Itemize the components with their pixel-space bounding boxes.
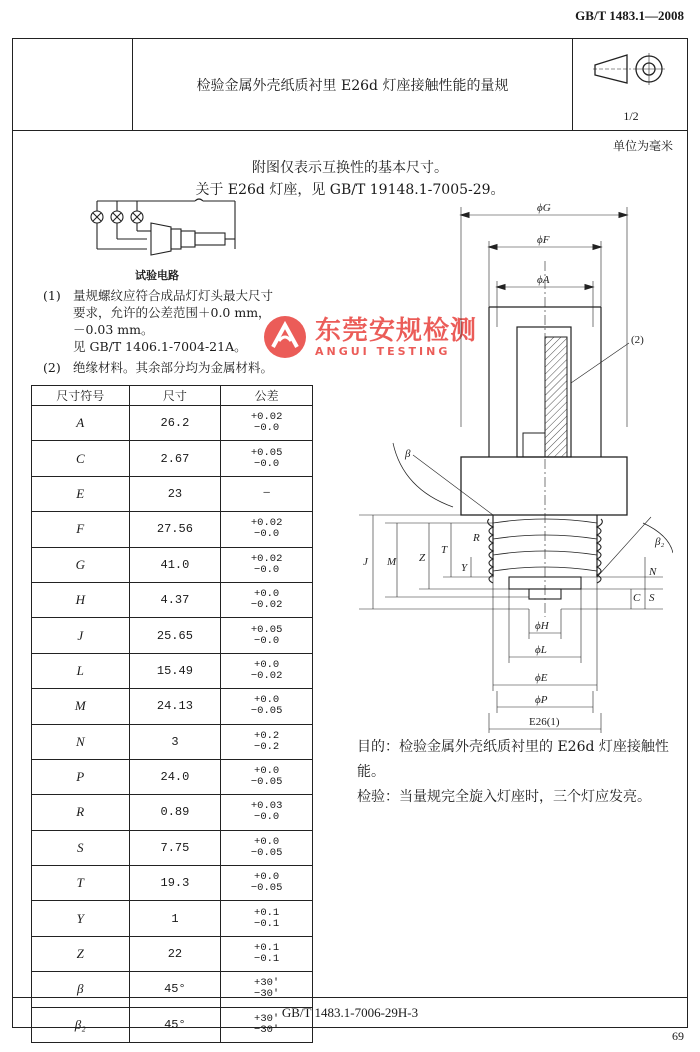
cell-symbol: F — [32, 512, 130, 547]
tolerance-upper: +0.0 — [254, 765, 280, 778]
cell-size: 27.56 — [129, 512, 221, 547]
cell-tolerance — [221, 795, 313, 830]
cell-tolerance — [221, 547, 313, 582]
cell-symbol: R — [32, 795, 130, 830]
cell-tolerance — [221, 582, 313, 617]
table-row — [32, 866, 313, 901]
cell-size: 15.49 — [129, 653, 221, 688]
cell-size: 24.13 — [129, 689, 221, 724]
label-phi-h: ϕH — [535, 620, 549, 632]
cell-symbol: G — [32, 547, 130, 582]
label-z: Z — [419, 552, 426, 564]
label-callout-2: (2) — [631, 334, 644, 346]
sheet-title: 检验金属外壳纸质衬里 E26d 灯座接触性能的量规 — [133, 39, 573, 130]
table-row — [32, 759, 313, 794]
tolerance-upper: +0.2 — [254, 729, 280, 742]
inspection-paragraph: 检验：当量规完全旋入灯座时，三个灯应发亮。 — [357, 789, 651, 805]
cell-symbol: Y — [32, 901, 130, 936]
requirement-1-line-3: －0.03 mm。 — [73, 322, 154, 337]
cell-symbol: β₂ — [32, 1007, 130, 1042]
cell-symbol: Z — [32, 936, 130, 971]
projection-cell — [573, 39, 689, 130]
label-phi-p: ϕP — [535, 694, 548, 706]
tolerance-upper: +0.02 — [250, 552, 283, 565]
tolerance-lower: −0.05 — [250, 705, 283, 718]
cell-tolerance — [221, 724, 313, 759]
cell-size: 26.2 — [129, 406, 221, 441]
cell-symbol: M — [32, 689, 130, 724]
table-row — [32, 512, 313, 547]
requirement-1-line-2: 要求，允许的公差范围＋0.0 mm， — [73, 305, 271, 320]
cell-size: 45° — [129, 1007, 221, 1042]
cell-symbol: P — [32, 759, 130, 794]
cell-size: 1 — [129, 901, 221, 936]
label-m: M — [387, 556, 397, 568]
cell-size: 0.89 — [129, 795, 221, 830]
cell-tolerance — [221, 936, 313, 971]
tolerance-lower: −0.0 — [254, 528, 280, 541]
cell-size: 3 — [129, 724, 221, 759]
label-phi-a: ϕA — [537, 274, 550, 286]
cell-tolerance — [221, 441, 313, 476]
tolerance-upper: +0.05 — [250, 623, 283, 636]
cell-size: 19.3 — [129, 866, 221, 901]
sheet-number: 1/2 — [623, 109, 639, 123]
header-symbol: 尺寸符号 — [32, 386, 130, 406]
tolerance-lower: −0.0 — [254, 422, 280, 435]
table-row — [32, 795, 313, 830]
cell-size: 45° — [129, 972, 221, 1007]
cell-symbol: E — [32, 476, 130, 511]
cell-symbol: N — [32, 724, 130, 759]
cell-size: 2.67 — [129, 441, 221, 476]
sheet-footer: GB/T 1483.1-7006-29H-3 — [13, 997, 687, 1027]
cell-symbol: β — [32, 972, 130, 1007]
label-r: R — [473, 532, 480, 544]
cell-size: 25.65 — [129, 618, 221, 653]
label-phi-g: ϕG — [537, 202, 551, 214]
label-s: S — [649, 592, 655, 604]
label-y: Y — [461, 562, 468, 574]
tolerance-upper: +0.05 — [250, 446, 283, 459]
cell-tolerance — [221, 512, 313, 547]
header-size: 尺寸 — [129, 386, 221, 406]
cell-size: 23 — [129, 476, 221, 511]
cell-tolerance — [221, 901, 313, 936]
table-row — [32, 476, 313, 511]
label-phi-e: ϕE — [535, 672, 548, 684]
cell-size: 7.75 — [129, 830, 221, 865]
unit-note: 单位为毫米 — [612, 139, 673, 153]
tolerance-upper: +0.02 — [250, 411, 283, 424]
standard-number: GB/T 1483.1—2008 — [575, 8, 684, 23]
cell-symbol: T — [32, 866, 130, 901]
table-row — [32, 441, 313, 476]
gauge-drawing — [333, 197, 673, 733]
purpose-paragraph: 目的：检验金属外壳纸质衬里的 E26d 灯座接触性能。 — [357, 739, 669, 780]
requirement-2-number: (2) — [43, 360, 61, 375]
table-row — [32, 724, 313, 759]
cell-size: 24.0 — [129, 759, 221, 794]
cell-tolerance — [221, 689, 313, 724]
watermark-logo-icon — [261, 313, 309, 361]
tolerance-lower: −0.0 — [254, 457, 280, 470]
tolerance-lower: −0.0 — [254, 563, 280, 576]
table-row — [32, 653, 313, 688]
tolerance-upper: +0.0 — [254, 658, 280, 671]
tolerance-upper: +0.1 — [254, 906, 280, 919]
page-number: 69 — [672, 1029, 684, 1043]
tolerance-upper: +0.0 — [254, 694, 280, 707]
label-phi-l: ϕL — [535, 644, 547, 656]
cell-symbol: J — [32, 618, 130, 653]
cell-symbol: A — [32, 406, 130, 441]
tolerance-upper: — — [263, 487, 270, 500]
tolerance-upper: +30′ — [254, 1012, 280, 1025]
tolerance-lower: −0.05 — [250, 882, 283, 895]
tolerance-lower: −0.1 — [254, 953, 280, 966]
tolerance-upper: +0.0 — [254, 588, 280, 601]
label-beta2: β₂ — [655, 536, 665, 548]
requirement-1 — [43, 287, 273, 355]
circuit-label: 试验电路 — [135, 269, 179, 282]
label-e26: E26(1) — [529, 716, 560, 728]
cell-tolerance — [221, 476, 313, 511]
tolerance-upper: +0.02 — [250, 517, 283, 530]
purpose-text — [357, 735, 677, 810]
tolerance-lower: −0.02 — [250, 599, 283, 612]
label-beta: β — [405, 448, 411, 460]
note-line-1: 附图仅表示互换性的基本尺寸。 — [252, 160, 448, 176]
label-c: C — [633, 592, 641, 604]
table-row — [32, 406, 313, 441]
cell-tolerance — [221, 830, 313, 865]
cell-symbol: S — [32, 830, 130, 865]
tolerance-lower: −0.02 — [250, 669, 283, 682]
requirement-2-line-1: 绝缘材料。其余部分均为金属材料。 — [73, 360, 274, 375]
dimensions-table — [31, 385, 313, 1043]
table-row — [32, 582, 313, 617]
tolerance-lower: −0.0 — [254, 634, 280, 647]
label-n: N — [649, 566, 657, 578]
requirement-1-number: (1) — [43, 288, 61, 303]
title-block — [13, 39, 687, 131]
tolerance-upper: +0.1 — [254, 942, 280, 955]
table-row — [32, 689, 313, 724]
tolerance-lower: −0.2 — [254, 740, 280, 753]
tolerance-upper: +0.0 — [254, 871, 280, 884]
test-circuit-diagram — [85, 193, 255, 265]
table-row — [32, 547, 313, 582]
cell-size: 22 — [129, 936, 221, 971]
cell-symbol: C — [32, 441, 130, 476]
header-tolerance: 公差 — [221, 386, 313, 406]
table-row — [32, 830, 313, 865]
cell-tolerance — [221, 866, 313, 901]
label-j: J — [363, 556, 368, 568]
requirement-1-line-4: 见 GB/T 1406.1-7004-21A。 — [73, 339, 247, 354]
tolerance-upper: +30′ — [254, 977, 280, 990]
cell-tolerance — [221, 653, 313, 688]
watermark-en: ANGUI TESTING — [315, 344, 451, 358]
watermark-cn: 东莞安规检测 — [315, 315, 478, 346]
cell-symbol: H — [32, 582, 130, 617]
cell-size: 41.0 — [129, 547, 221, 582]
table-row — [32, 936, 313, 971]
tolerance-lower: −30′ — [254, 1023, 280, 1036]
table-row — [32, 901, 313, 936]
requirement-2 — [43, 359, 273, 376]
requirement-1-line-1: 量规螺纹应符合成品灯灯头最大尺寸 — [73, 288, 274, 303]
tolerance-lower: −30′ — [254, 988, 280, 1001]
tolerance-upper: +0.03 — [250, 800, 283, 813]
tolerance-upper: +0.0 — [254, 835, 280, 848]
tolerance-lower: −0.0 — [254, 811, 280, 824]
tolerance-lower: −0.05 — [250, 846, 283, 859]
tolerance-lower: −0.1 — [254, 917, 280, 930]
table-row — [32, 618, 313, 653]
label-t: T — [441, 544, 448, 556]
tolerance-lower: −0.05 — [250, 776, 283, 789]
cell-tolerance — [221, 406, 313, 441]
cell-size: 4.37 — [129, 582, 221, 617]
cell-tolerance — [221, 618, 313, 653]
table-header-row — [32, 386, 313, 406]
cell-tolerance — [221, 759, 313, 794]
cell-symbol: L — [32, 653, 130, 688]
label-phi-f: ϕF — [537, 234, 550, 246]
note-line-2: 关于 E26d 灯座，见 GB/T 19148.1-7005-29。 — [195, 182, 505, 198]
title-block-blank-cell — [13, 39, 133, 130]
projection-symbol-icon — [593, 49, 669, 93]
